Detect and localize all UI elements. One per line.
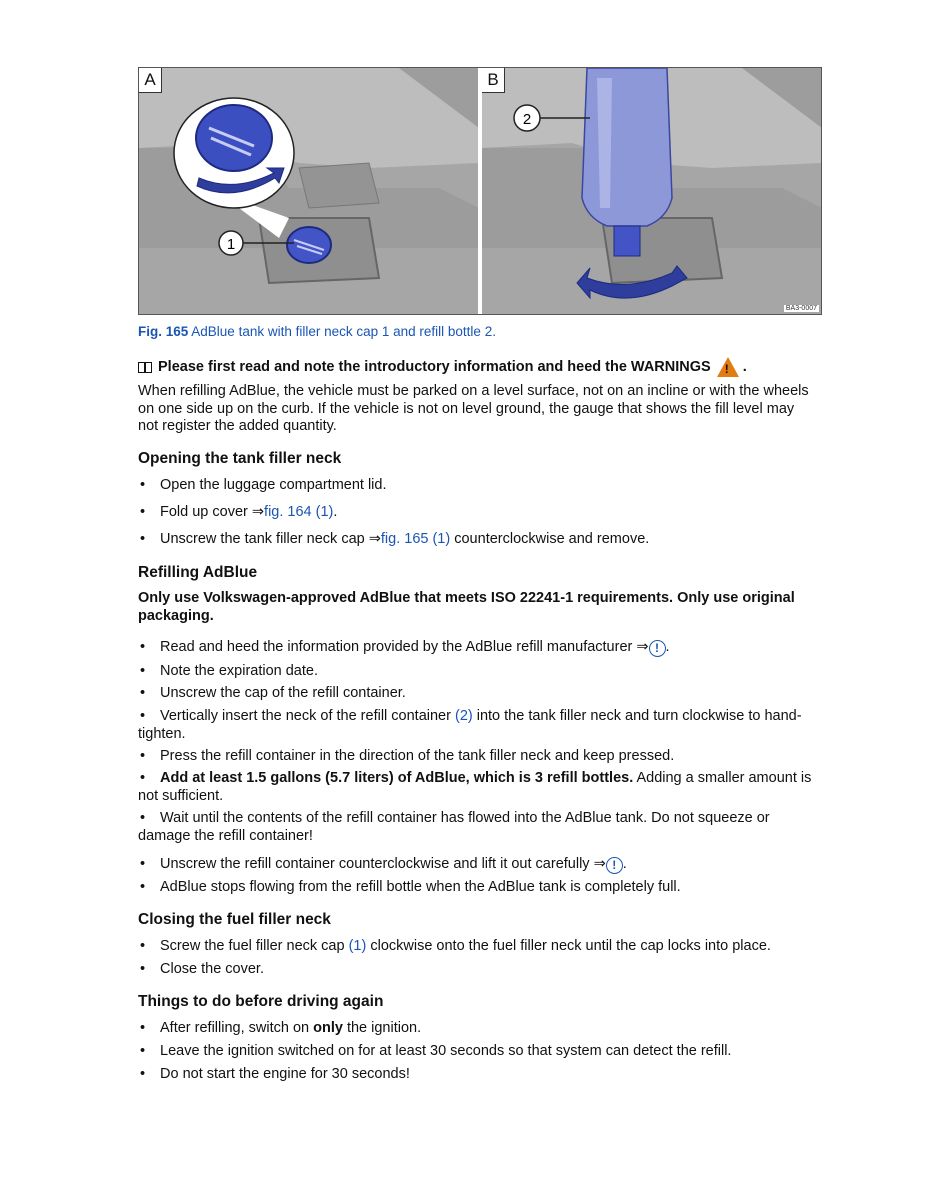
book-icon: [138, 362, 152, 373]
list-item: • Screw the fuel filler neck cap (1) clockwise onto the fuel filler neck until the cap locks into place.: [140, 938, 771, 954]
note-end: .: [742, 359, 747, 375]
list-item: • After refilling, switch on only the ignition.: [140, 1020, 422, 1036]
figure-165: [138, 67, 822, 315]
figure-panel-b: [482, 68, 821, 314]
list-item: • Press the refill container in the direction of the tank filler neck and keep pressed.: [140, 748, 675, 764]
panel-b-label: B: [482, 68, 505, 93]
callout-1-link[interactable]: (1): [348, 938, 367, 954]
list-item: • Wait until the contents of the refill container has flowed into the AdBlue tank. Do not squeeze or damage the refill container!: [138, 810, 770, 844]
refilling-warning: Only use Volkswagen-approved AdBlue that meets ISO 22241-1 requirements. Only use original packaging.: [138, 590, 795, 624]
list-item: • AdBlue stops flowing from the refill bottle when the AdBlue tank is completely full.: [140, 879, 681, 895]
fig-164-link[interactable]: fig. 164 (1): [264, 504, 334, 520]
caption-text: AdBlue tank with filler neck cap 1 and refill bottle 2.: [188, 324, 496, 339]
fig-165-link[interactable]: fig. 165 (1): [380, 531, 451, 547]
list-item: • Leave the ignition switched on for at least 30 seconds so that system can detect the refill.: [140, 1043, 732, 1059]
heading-refilling: Refilling AdBlue: [138, 564, 258, 581]
list-item: • Vertically insert the neck of the refill container (2) into the tank filler neck and turn clockwise to hand-tighten.: [138, 708, 802, 742]
callout-2-label: 2: [522, 111, 532, 128]
attention-icon[interactable]: !: [606, 857, 623, 874]
intro-paragraph: When refilling AdBlue, the vehicle must be parked on a level surface, not on an incline or with the wheels on one side up on the curb. If the vehicle is not on level ground, the gauge that shows the fill level may not register the added quantity.: [138, 383, 809, 434]
panel-a-label: A: [139, 68, 162, 93]
tank-cap-illustration: [139, 68, 478, 314]
read-first-note: [138, 357, 747, 377]
list-item: • Close the cover.: [140, 961, 264, 977]
heading-closing: Closing the fuel filler neck: [138, 911, 331, 928]
attention-icon[interactable]: !: [649, 640, 666, 657]
list-item: • Fold up cover ⇒fig. 164 (1).: [140, 504, 338, 520]
callout-1-label: 1: [226, 236, 236, 253]
refill-bottle-illustration: [482, 68, 821, 314]
heading-driving: Things to do before driving again: [138, 993, 384, 1010]
list-item: • Read and heed the information provided by the AdBlue refill manufacturer ⇒ ! .: [140, 639, 670, 655]
list-item: • Unscrew the refill container counterclockwise and lift it out carefully ⇒ ! .: [140, 856, 627, 872]
list-item: • Add at least 1.5 gallons (5.7 liters) of AdBlue, which is 3 refill bottles. Adding a smaller amount is not sufficient.: [138, 770, 812, 804]
list-item: • Open the luggage compartment lid.: [140, 477, 387, 493]
list-item: • Do not start the engine for 30 seconds!: [140, 1066, 410, 1082]
list-item: • Unscrew the cap of the refill container.: [140, 685, 406, 701]
figure-panel-a: [139, 68, 478, 314]
figure-caption: [138, 324, 496, 339]
note-text: Please first read and note the introductory information and heed the WARNINGS: [158, 359, 711, 375]
heading-opening: Opening the tank filler neck: [138, 450, 342, 467]
figure-code: BA3-0007: [785, 305, 817, 312]
list-item: • Unscrew the tank filler neck cap ⇒fig. 165 (1) counterclockwise and remove.: [140, 531, 650, 547]
caption-label: Fig. 165: [138, 324, 189, 339]
warning-triangle-icon[interactable]: !: [717, 357, 739, 377]
callout-2-link[interactable]: (2): [454, 708, 473, 724]
list-item: • Note the expiration date.: [140, 663, 318, 679]
